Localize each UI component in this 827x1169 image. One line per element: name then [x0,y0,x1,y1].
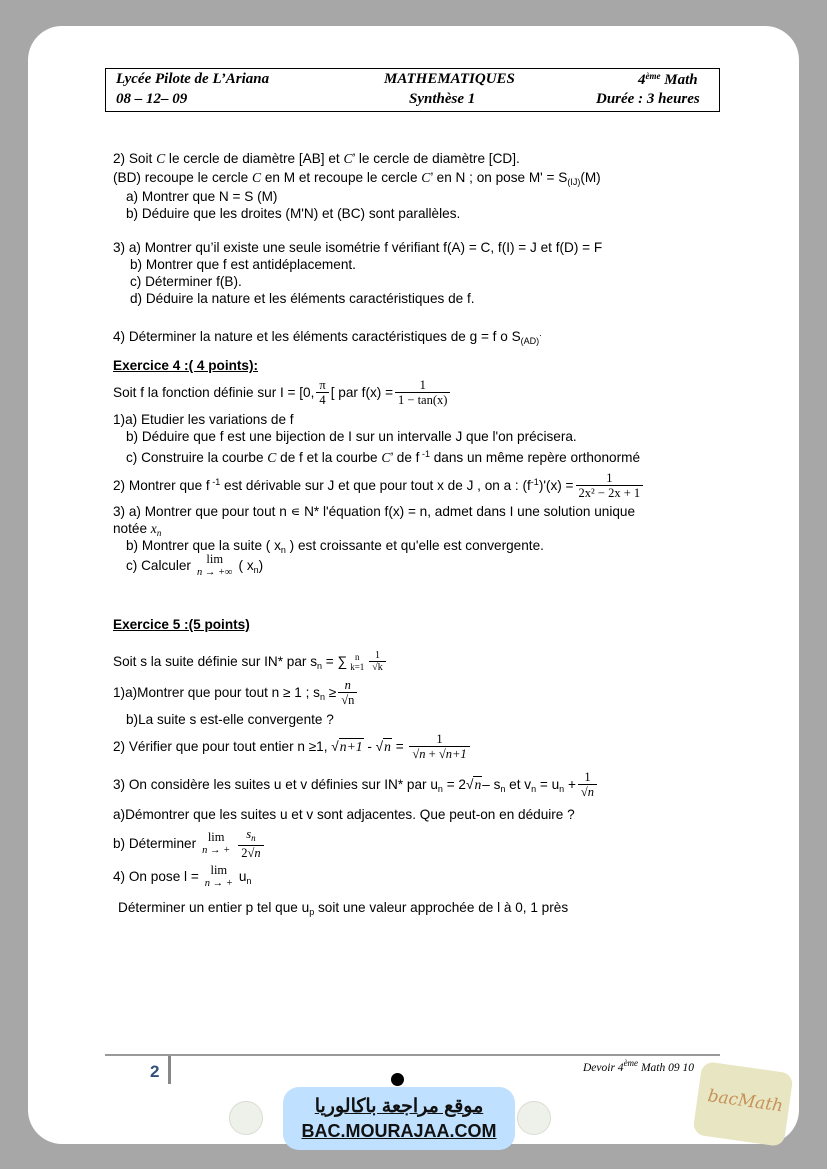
sqrt-difference-formula: $\frac{1}{√n + √n+1}$ [409,732,469,762]
exam-title: Synthèse 1 [409,91,476,107]
sn-over-2sqrt-n: $\frac{s_n}{2√n}$ [238,827,263,861]
document-header [105,68,720,112]
ex3-q2b: b) Déduire que les droites (M'N) et (BC) sont parallèles. [126,206,461,221]
ex4-q3a: 3) a) Montrer que pour tout n ∊ N* l'équation f(x) = n, admet dans I une solution unique [113,504,636,519]
footer-page-divider [168,1056,171,1084]
limit-expression-3: lim n → + [204,863,233,890]
ex4-title: Exercice 4 :( 4 points): [113,358,259,373]
limit-expression: lim n → +∞ [196,552,233,579]
n-over-sqrt-n: $\frac{n}{√n}$ [338,678,357,708]
sum-term: $\frac{1}{√k}$ [369,650,386,674]
level: 4ème Math [638,71,698,88]
ex5-q2: 2) Vérifier que pour tout entier n ≥1, √n+1 - √n = $\frac{1}{√n + √n+1}$ [113,729,472,765]
pi-over-4: $\frac{\pi}{4}$ [316,378,328,408]
bacmath-logo: bacMath [692,1061,793,1147]
ex5-q1a: 1)a)Montrer que pour tout n ≥ 1 ; $s_n$ ≥ $\frac{n}{√n}$ [113,676,359,714]
ex5-definition: Soit s la suite définie sur IN* par $s_n$ = ∑ n k=1 $\frac{1}{√k}$ [113,647,388,681]
ex5-title: Exercice 5 :(5 points) [113,617,250,632]
ex4-q3a-line2: notée $x_n$ [113,521,162,538]
ex5-q4: 4) On pose l = lim n → + $u_n$ [113,863,252,890]
page-number: 2 [150,1062,160,1081]
site-name-arabic: موقع مراجعة باكالوريا [314,1096,484,1117]
ex4-q1a: 1)a) Etudier les variations de f [113,412,294,427]
exam-duration: Durée : 3 heures [596,91,700,107]
ex5-q3b: b) Déterminer lim n → + $\frac{s_n}{2√n}$ [113,825,266,863]
ex3-q4: 4) Déterminer la nature et les éléments caractéristiques de g = f o $S_{(AD)}^.$ [113,328,542,346]
ex5-q3a: a)Démontrer que les suites u et v sont adjacentes. Que peut-on en déduire ? [113,807,575,822]
footer-label: Devoir 4ème Math 09 10 [583,1058,694,1074]
one-over-sqrt-n: $\frac{1}{√n}$ [578,770,597,800]
site-banner[interactable] [283,1087,515,1150]
ex3-q3c: c) Déterminer f(B). [130,274,242,289]
ex5-q4-line2: Déterminer un entier p tel que $u_p$ soit une valeur approchée de l à 0, 1 près [118,900,569,917]
ex4-q1c: c) Construire la courbe C de f et la courbe C’ de f $^{-1}$ dans un même repère orthonormé [126,449,641,465]
footer-rule [105,1054,720,1056]
exam-date: 08 – 12– 09 [116,91,188,107]
ex4-definition: Soit f la fonction définie sur I = [0, $\frac{\pi}{4}$ [ par f(x) = $\frac{1}{1 - \tan(x)}$ [113,376,452,410]
bullet-dot [391,1073,404,1086]
subject: MATHEMATIQUES [384,71,515,87]
ex4-q2: 2) Montrer que f $^{-1}$ est dérivable sur J et que pour tout x de J , on a : $(f^{-1})'(x)$ = $\frac{1}{\text{2x² − 2x + 1}}$ [113,465,645,503]
ex3-q3d: d) Déduire la nature et les éléments caractéristiques de f. [130,291,475,306]
ex5-q1b: b)La suite s est-elle convergente ? [126,712,334,727]
limit-expression-2: lim n → + [202,830,231,857]
ex5-q3: 3) On considère les suites u et v définies sur IN* par $u_n = 2√n-$ $s_n$ et $v_n = u_n$ + $\frac{1}{√n}$ [113,768,599,806]
book-logo-icon-right [517,1101,551,1135]
ex3-q2a: a) Montrer que N = S (M) [126,189,278,204]
site-url[interactable]: BAC.MOURAJAA.COM [301,1121,497,1141]
ex3-q2-line1: 2) Soit C le cercle de diamètre [AB] et C’ le cercle de diamètre [CD]. [113,151,520,166]
f-formula: $\frac{1}{1 - \tan(x)}$ [395,378,450,408]
ex3-q3b: b) Montrer que f est antidéplacement. [130,257,356,272]
school-name: Lycée Pilote de L’Ariana [116,71,270,87]
ex4-q3b: b) Montrer que la suite ( $x_n$ ) est croissante et qu'elle est convergente. [126,538,544,555]
derivative-formula: $\frac{1}{\text{2x² − 2x + 1}}$ [576,471,644,501]
ex3-q3a: 3) a) Montrer qu’il existe une seule isométrie f vérifiant f(A) = C, f(I) = J et f(D) = F [113,240,603,255]
ex4-q3c: c) Calculer lim n → +∞ ( $x_n$) [126,552,264,579]
ex3-q2-line2: (BD) recoupe le cercle C en M et recoupe le cercle C’ en N ; on pose $M' = S_{(IJ)}(M)$ [113,170,601,187]
sum-bounds: n k=1 [350,652,365,673]
book-logo-icon [229,1101,263,1135]
ex4-q1b: b) Déduire que f est une bijection de I sur un intervalle J que l'on précisera. [126,429,577,444]
